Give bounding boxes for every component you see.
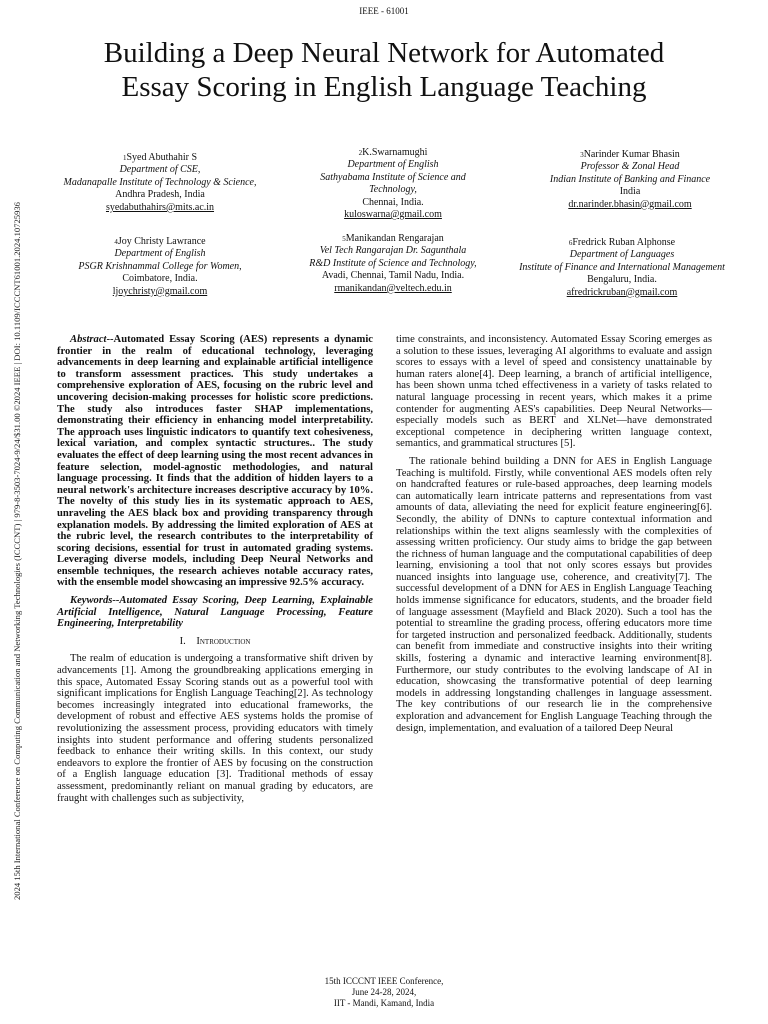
running-header: IEEE - 61001 <box>359 6 409 16</box>
author-email[interactable]: kuloswarna@gmail.com <box>344 209 442 221</box>
section-title: Introduction <box>196 635 251 647</box>
author-dept: Professor & Zonal Head <box>580 161 680 173</box>
side-citation-note: 2024 15th International Conference on Computing Communication and Networking Technologies (ICCCNT) | 979-8-3503-7024-9/24/$31.00 ©2024 IEEE | DOI: 10.1109/ICCCNT61001.2024.10725936 <box>12 202 22 900</box>
title-line-2: Essay Scoring in English Language Teaching <box>121 71 647 103</box>
author-block-1 <box>40 152 280 214</box>
abstract-text: --Automated Essay Scoring (AES) represents a dynamic frontier in the realm of educational technology, leveraging advancements in deep learning and explainable artificial intelligence to transform assessment practices. This study undertakes a comprehensive exploration of AES, focusing on the rubric level and uncovering decision-making processes for holistic score predictions. The study also introduces faster SHAP implementations, demonstrating their efficiency in enhancing model interpretability. The approach uses linguistic indicators to quantify text cohesiveness, lexical variation, and complex syntactic structures.. The study evaluates the effect of deep learning using the most recent advances in feature selection, model-agnostic methodologies, and natural language processing. It finds that the addition of hidden layers to a neural network's architecture increases descriptive accuracy by 10%. The novelty of this study lies in its systematic approach to AES, unraveling the AES black box and providing transparency through explanation models. By addressing the limited exploration of AES at the rubric level, the research contributes to the interpretability of scoring decisions, essential for trust in automated grading systems. Leveraging diverse models, including Deep Neural Networks and ensemble techniques, the research achieves notable accuracy rates, with the ensemble model showcasing an impressive 92.5% accuracy. <box>57 334 373 589</box>
author-sup: 4 <box>114 238 118 246</box>
author-block-3 <box>520 149 740 211</box>
author-email[interactable]: afredrickruban@gmail.com <box>566 286 678 298</box>
author-email[interactable]: syedabuthahirs@mits.ac.in <box>105 201 215 213</box>
author-inst: PSGR Krishnammal College for Women, <box>78 260 242 272</box>
right-column <box>396 334 712 740</box>
author-inst: Institute of Finance and International Management <box>519 261 725 273</box>
author-block-6 <box>496 237 748 299</box>
section-heading <box>57 636 373 648</box>
author-dept: Department of Languages <box>569 249 675 261</box>
keywords-label: Keywords <box>70 595 113 607</box>
abstract-label: Abstract <box>70 334 107 345</box>
keywords-text: --Automated Essay Scoring, Deep Learning, Explainable Artificial Intelligence, Natural Language Processing, Feature Engineering, Interpretability <box>57 595 373 630</box>
author-block-2 <box>298 147 488 221</box>
author-name: Fredrick Ruban Alphonse <box>572 237 676 248</box>
abstract <box>57 334 373 589</box>
author-sup: 2 <box>358 149 363 157</box>
intro-paragraph-1: The realm of education is undergoing a transformative shift driven by advancements [1]. Among the groundbreaking applications emerging in this space, Automated Essay Scoring stands out as a powerful tool with significant implications for English Language Teaching[2]. As technology becomes increasingly integrated into educational frameworks, the development of robust and effective AES systems holds the promise of revolutionizing the assessment process, providing educators with timely insights into student performance and offering students personalized feedback to enhance their writing skills. In this context, our study endeavors to explore the frontier of AES by focusing on the construction of a English language education [3]. Traditional methods of essay assessment, predominantly reliant on manual grading by educators, are fraught with challenges such as subjectivity, <box>57 653 373 804</box>
author-name: K.Swarnamughi <box>362 147 428 158</box>
author-loc: India <box>619 186 641 198</box>
author-loc: Chennai, India. <box>362 196 424 208</box>
left-column <box>57 334 373 810</box>
title-line-1: Building a Deep Neural Network for Automated <box>103 37 665 69</box>
author-block-4 <box>40 236 280 298</box>
author-email[interactable]: dr.narinder.bhasin@gmail.com <box>568 198 692 210</box>
author-sup: 5 <box>342 235 346 243</box>
author-dept: Vel Tech Rangarajan Dr. Sagunthala <box>319 245 467 257</box>
footer <box>0 976 768 1009</box>
author-loc: Bengaluru, India. <box>587 274 657 286</box>
author-name: Syed Abuthahir S <box>126 152 198 163</box>
author-email[interactable]: ljoychristy@gmail.com <box>112 285 208 297</box>
author-inst: Indian Institute of Banking and Finance <box>549 173 711 185</box>
author-dept: Department of English <box>347 159 439 171</box>
author-name: Narinder Kumar Bhasin <box>583 149 680 160</box>
author-dept: Department of English <box>114 248 206 260</box>
author-sup: 3 <box>580 151 584 159</box>
author-dept: Department of CSE, <box>119 164 201 176</box>
author-sup: 1 <box>122 154 127 162</box>
author-loc: Avadi, Chennai, Tamil Nadu, India. <box>321 270 465 282</box>
author-inst: Sathyabama Institute of Science and Technology, <box>320 171 466 196</box>
author-email[interactable]: rmanikandan@veltech.edu.in <box>334 282 452 294</box>
footer-line-3: IIT - Mandi, Kamand, India <box>333 998 435 1008</box>
author-sup: 6 <box>568 239 573 247</box>
author-name: Joy Christy Lawrance <box>117 236 206 247</box>
paper-title <box>60 36 708 104</box>
section-number: I. <box>179 635 186 647</box>
author-inst: R&D Institute of Science and Technology, <box>309 257 477 269</box>
author-loc: Coimbatore, India. <box>122 273 198 285</box>
right-paragraph-1: time constraints, and inconsistency. Automated Essay Scoring emerges as a solution to these issues, leveraging AI algorithms to evaluate and assign scores to essays with a level of speed and consistency unattainable by human raters alone[4]. Deep learning, a branch of artificial intelligence, has been shown unma tched effectiveness in a variety of tasks related to natural language processing in recent years, which makes it a prime contender for augmenting AES's capabilities. Deep Neural Networks—especially models such as BERT and XLNet—have demonstrated exceptional competence in deciphering written language context, semantics, and grammatical structures [5]. <box>396 334 712 450</box>
author-block-5 <box>286 233 500 295</box>
author-name: Manikandan Rengarajan <box>345 233 444 244</box>
right-paragraph-2: The rationale behind building a DNN for AES in English Language Teaching is multifold. Firstly, while conventional AES models often rely on handcrafted features or rule-based approaches, deep learning models can automatically learn intricate patterns and representations from vast amounts of data, alleviating the need for explicit feature engineering[6]. Secondly, the ability of DNNs to capture contextual information and relationships within the text aligns seamlessly with the complexities of assessing written proficiency. Our study aims to bridge the gap between the richness of human language and the computational capabilities of deep learning, envisioning a tool that not only scores essays but provides nuanced insights into language use, coherence, and creativity[7]. The successful development of a DNN for AES in English Language Teaching holds immense significance for educators, students, and the broader field of language assessment (Mayfield and Black 2020). Such a tool has the potential to streamline the grading process, offering educators more time for targeted instruction and personalized feedback. Additionally, students can benefit from immediate and constructive insights into their writing skills, fostering a dynamic and interactive learning environment[8]. Furthermore, our study contributes to the evolving landscape of AI in education, showcasing the transformative potential of deep learning models in addressing longstanding challenges in language assessment. The key contributions of our research lie in the comprehensive exploration and advancement for English Language Teaching through the design, implementation, and evaluation of a tailored Deep Neural <box>396 455 712 734</box>
keywords <box>57 595 373 630</box>
author-loc: Andhra Pradesh, India <box>115 189 205 201</box>
author-inst: Madanapalle Institute of Technology & Science, <box>63 176 257 188</box>
footer-line-1: 15th ICCCNT IEEE Conference, <box>324 976 444 986</box>
footer-line-2: June 24-28, 2024, <box>351 987 417 997</box>
